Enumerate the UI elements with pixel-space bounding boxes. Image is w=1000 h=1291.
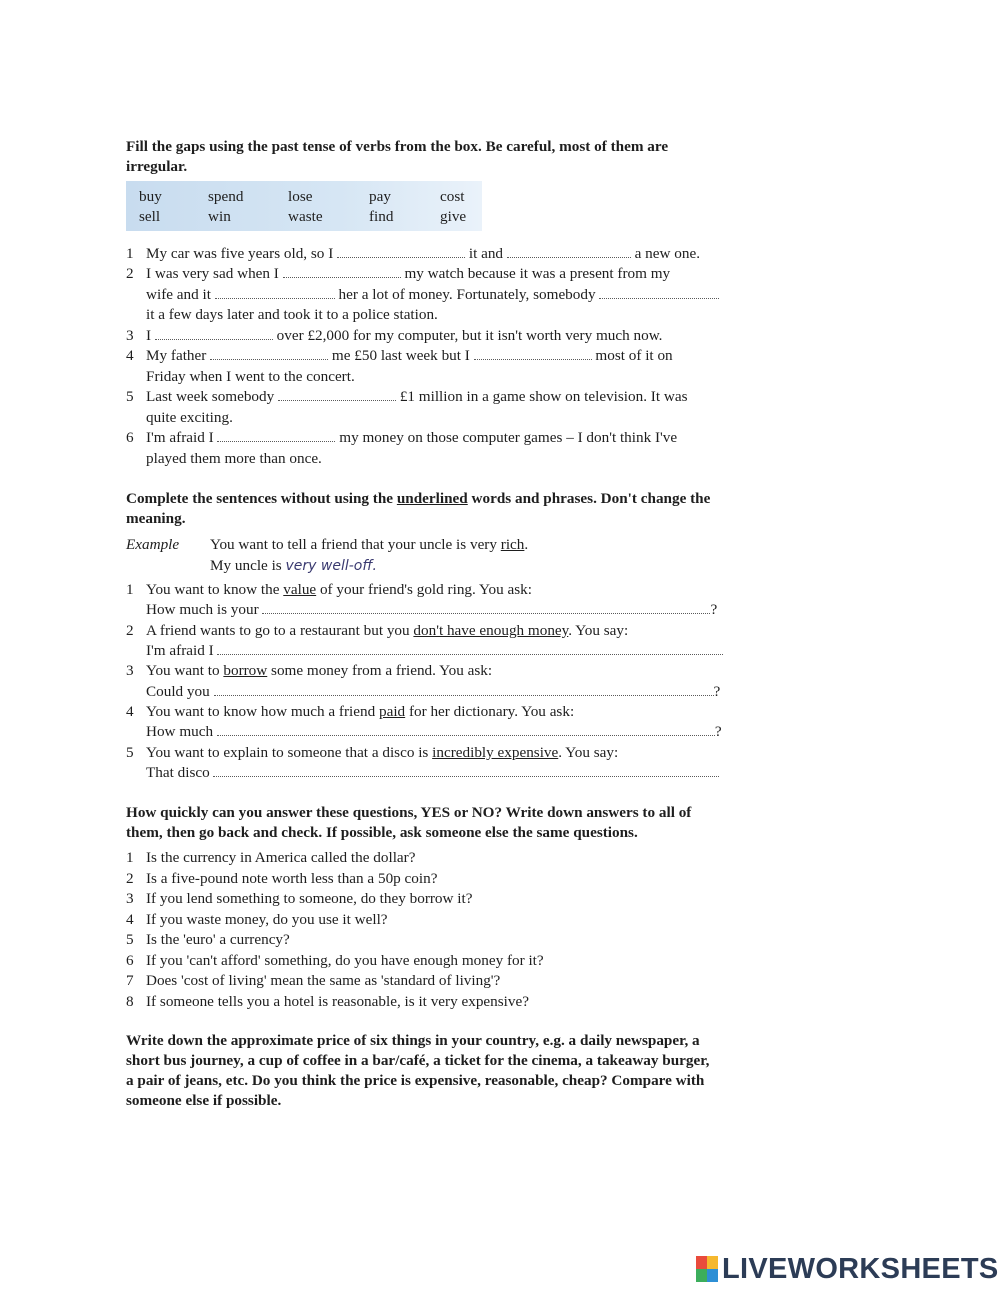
item-text: quite exciting. [146, 409, 233, 426]
item-text: over £2,000 for my computer, but it isn't worth very much now. [276, 327, 663, 344]
section4-instruction-line: short bus journey, a cup of coffee in a bar/café, a ticket for the cinema, a takeaway burger, [126, 1052, 710, 1069]
item-text: Last week somebody [146, 388, 275, 405]
exercise2-item-4-answer [146, 722, 722, 742]
item-text: Could you [146, 683, 210, 700]
exercise2-item-1 [126, 580, 532, 600]
exercise1-item-4-cont [146, 367, 355, 387]
question-item [126, 971, 500, 991]
item-text: . You say: [558, 744, 619, 761]
section4-instruction-line: a pair of jeans, etc. Do you think the price is expensive, reasonable, cheap? Compare with [126, 1072, 705, 1089]
exercise2-item-1-answer [146, 600, 717, 620]
exercise1-item-4 [126, 346, 673, 366]
question-item [126, 889, 472, 909]
item-text: £1 million in a game show on television. It was [399, 388, 688, 405]
item-text: some money from a friend. You ask: [271, 662, 493, 679]
example-label: Example [126, 536, 180, 553]
item-text: You want to explain to someone that a disco is [146, 744, 429, 761]
handwritten-answer: very well-off. [285, 558, 377, 574]
underlined-word: rich [500, 536, 525, 553]
logo-square [707, 1269, 718, 1282]
answer-gap[interactable] [599, 286, 719, 299]
exercise2-item-3 [126, 661, 492, 681]
exercise1-item-3 [126, 326, 662, 346]
item-text: You want to know how much a friend [146, 703, 376, 720]
answer-gap[interactable] [507, 245, 631, 258]
question-text: If you lend something to someone, do they borrow it? [146, 890, 473, 907]
answer-gap[interactable] [337, 245, 465, 258]
item-text: I was very sad when I [146, 265, 279, 282]
item-number: 1 [126, 581, 134, 598]
underlined-word: value [283, 581, 317, 598]
item-text: My uncle is [210, 557, 282, 574]
item-text: . [524, 536, 529, 553]
exercise2-item-4 [126, 702, 574, 722]
exercise1-item-2 [126, 264, 670, 284]
item-text: ? [714, 723, 722, 740]
item-number: 8 [126, 993, 134, 1010]
exercise1-item-6-cont [146, 449, 322, 469]
answer-gap[interactable] [215, 286, 335, 299]
word-box-word: buy [139, 188, 162, 205]
answer-gap[interactable] [262, 601, 710, 614]
item-number: 7 [126, 972, 134, 989]
section1-instruction-line1: Fill the gaps using the past tense of verbs from the box. Be careful, most of them are [126, 138, 669, 155]
item-text: I'm afraid I [146, 642, 214, 659]
underlined-word: incredibly expensive [432, 744, 559, 761]
item-number: 5 [126, 388, 134, 405]
item-number: 4 [126, 347, 134, 364]
item-number: 1 [126, 245, 134, 262]
word-box-word: waste [288, 208, 323, 225]
item-text: I'm afraid I [146, 429, 214, 446]
item-text: Friday when I went to the concert. [146, 368, 355, 385]
item-number: 3 [126, 890, 134, 907]
item-text: You want to tell a friend that your uncle is very [210, 536, 497, 553]
item-text: You want to know the [146, 581, 280, 598]
question-text: If you 'can't afford' something, do you have enough money for it? [146, 952, 544, 969]
item-text: That disco [146, 764, 210, 781]
section1-instruction [126, 137, 786, 177]
item-text: it a few days later and took it to a police station. [146, 306, 438, 323]
item-text: played them more than once. [146, 450, 322, 467]
question-text: Is a five-pound note worth less than a 50p coin? [146, 870, 438, 887]
answer-gap[interactable] [217, 429, 335, 442]
item-text: my money on those computer games – I don't think I've [339, 429, 678, 446]
word-box-word: find [369, 208, 394, 225]
logo-square [696, 1269, 707, 1282]
question-text: Does 'cost of living' mean the same as 'standard of living'? [146, 972, 501, 989]
section3-instruction [126, 803, 786, 843]
logo-square [696, 1256, 707, 1269]
item-text: How much is your [146, 601, 259, 618]
item-text: . You say: [568, 622, 629, 639]
example-answer [210, 556, 377, 576]
item-text: A friend wants to go to a restaurant but you [146, 622, 410, 639]
answer-gap[interactable] [217, 642, 723, 655]
word-box-word: sell [139, 208, 161, 225]
question-text: Is the 'euro' a currency? [146, 931, 290, 948]
question-text: Is the currency in America called the dollar? [146, 849, 416, 866]
item-number: 3 [126, 327, 134, 344]
answer-gap[interactable] [214, 683, 714, 696]
question-item [126, 992, 529, 1012]
item-text: her a lot of money. Fortunately, somebody [338, 286, 596, 303]
exercise2-item-5 [126, 743, 618, 763]
answer-gap[interactable] [213, 764, 719, 777]
section4-instruction [126, 1031, 806, 1111]
section1-instruction-line2: irregular. [126, 158, 188, 175]
word-box-word: win [208, 208, 231, 225]
section3-instruction-line1: How quickly can you answer these questions, YES or NO? Write down answers to all of [126, 804, 692, 821]
liveworksheets-logo-icon [696, 1256, 718, 1282]
instruction-underlined: underlined [396, 490, 468, 507]
item-number: 4 [126, 911, 134, 928]
logo-square [707, 1256, 718, 1269]
answer-gap[interactable] [474, 347, 592, 360]
item-text: it and [468, 245, 504, 262]
item-number: 5 [126, 744, 134, 761]
question-item [126, 910, 388, 930]
exercise1-item-2-cont2 [146, 305, 438, 325]
exercise2-item-5-answer [146, 763, 719, 783]
item-number: 4 [126, 703, 134, 720]
item-number: 6 [126, 429, 134, 446]
answer-gap[interactable] [283, 265, 401, 278]
question-item [126, 951, 544, 971]
question-item [126, 848, 415, 868]
liveworksheets-brand[interactable] [696, 1253, 999, 1285]
item-number: 2 [126, 622, 134, 639]
item-text: me £50 last week but I [331, 347, 470, 364]
section2-instruction [126, 489, 786, 529]
underlined-word: don't have enough money [413, 622, 569, 639]
item-number: 2 [126, 265, 134, 282]
item-number: 5 [126, 931, 134, 948]
underlined-word: borrow [223, 662, 268, 679]
word-box-word: spend [208, 188, 244, 205]
word-box-word: pay [369, 188, 391, 205]
question-text: If someone tells you a hotel is reasonable, is it very expensive? [146, 993, 529, 1010]
item-text: for her dictionary. You ask: [408, 703, 575, 720]
answer-gap[interactable] [210, 347, 328, 360]
item-number: 3 [126, 662, 134, 679]
item-text: My father [146, 347, 207, 364]
item-text: most of it on [595, 347, 673, 364]
instruction-text: words and phrases. Don't change the [471, 490, 711, 507]
item-text: You want to [146, 662, 220, 679]
question-item [126, 869, 437, 889]
item-text: of your friend's gold ring. You ask: [319, 581, 532, 598]
section3-instruction-line2: them, then go back and check. If possible, ask someone else the same questions. [126, 824, 638, 841]
exercise1-item-2-cont [146, 285, 719, 305]
item-text: I [146, 327, 152, 344]
item-text: ? [713, 683, 721, 700]
item-text: My car was five years old, so I [146, 245, 334, 262]
answer-gap[interactable] [278, 388, 396, 401]
item-number: 6 [126, 952, 134, 969]
question-text: If you waste money, do you use it well? [146, 911, 388, 928]
verb-word-box [126, 181, 482, 231]
exercise1-item-5 [126, 387, 688, 407]
word-box-word: give [440, 208, 467, 225]
section4-instruction-line: Write down the approximate price of six things in your country, e.g. a daily newspaper, a [126, 1032, 700, 1049]
exercise1-item-6 [126, 428, 677, 448]
answer-gap[interactable] [217, 723, 715, 736]
item-number: 1 [126, 849, 134, 866]
item-number: 2 [126, 870, 134, 887]
item-text: How much [146, 723, 214, 740]
item-text: ? [710, 601, 718, 618]
word-box-word: lose [288, 188, 313, 205]
example-line [126, 535, 528, 555]
section2-instruction-line2: meaning. [126, 510, 186, 527]
exercise1-item-5-cont [146, 408, 233, 428]
brand-name: LIVEWORKSHEETS [722, 1252, 999, 1285]
item-text: my watch because it was a present from my [404, 265, 671, 282]
exercise2-item-2 [126, 621, 628, 641]
item-text: wife and it [146, 286, 211, 303]
item-text: a new one. [634, 245, 700, 262]
section2-instruction-line1 [126, 489, 786, 509]
answer-gap[interactable] [155, 327, 273, 340]
exercise2-item-3-answer [146, 682, 720, 702]
instruction-text: Complete the sentences without using the [126, 490, 394, 507]
exercise1-item-1 [126, 244, 700, 264]
word-box-word: cost [440, 188, 465, 205]
section4-instruction-line: someone else if possible. [126, 1092, 282, 1109]
underlined-word: paid [379, 703, 406, 720]
exercise2-item-2-answer [146, 641, 723, 661]
question-item [126, 930, 290, 950]
